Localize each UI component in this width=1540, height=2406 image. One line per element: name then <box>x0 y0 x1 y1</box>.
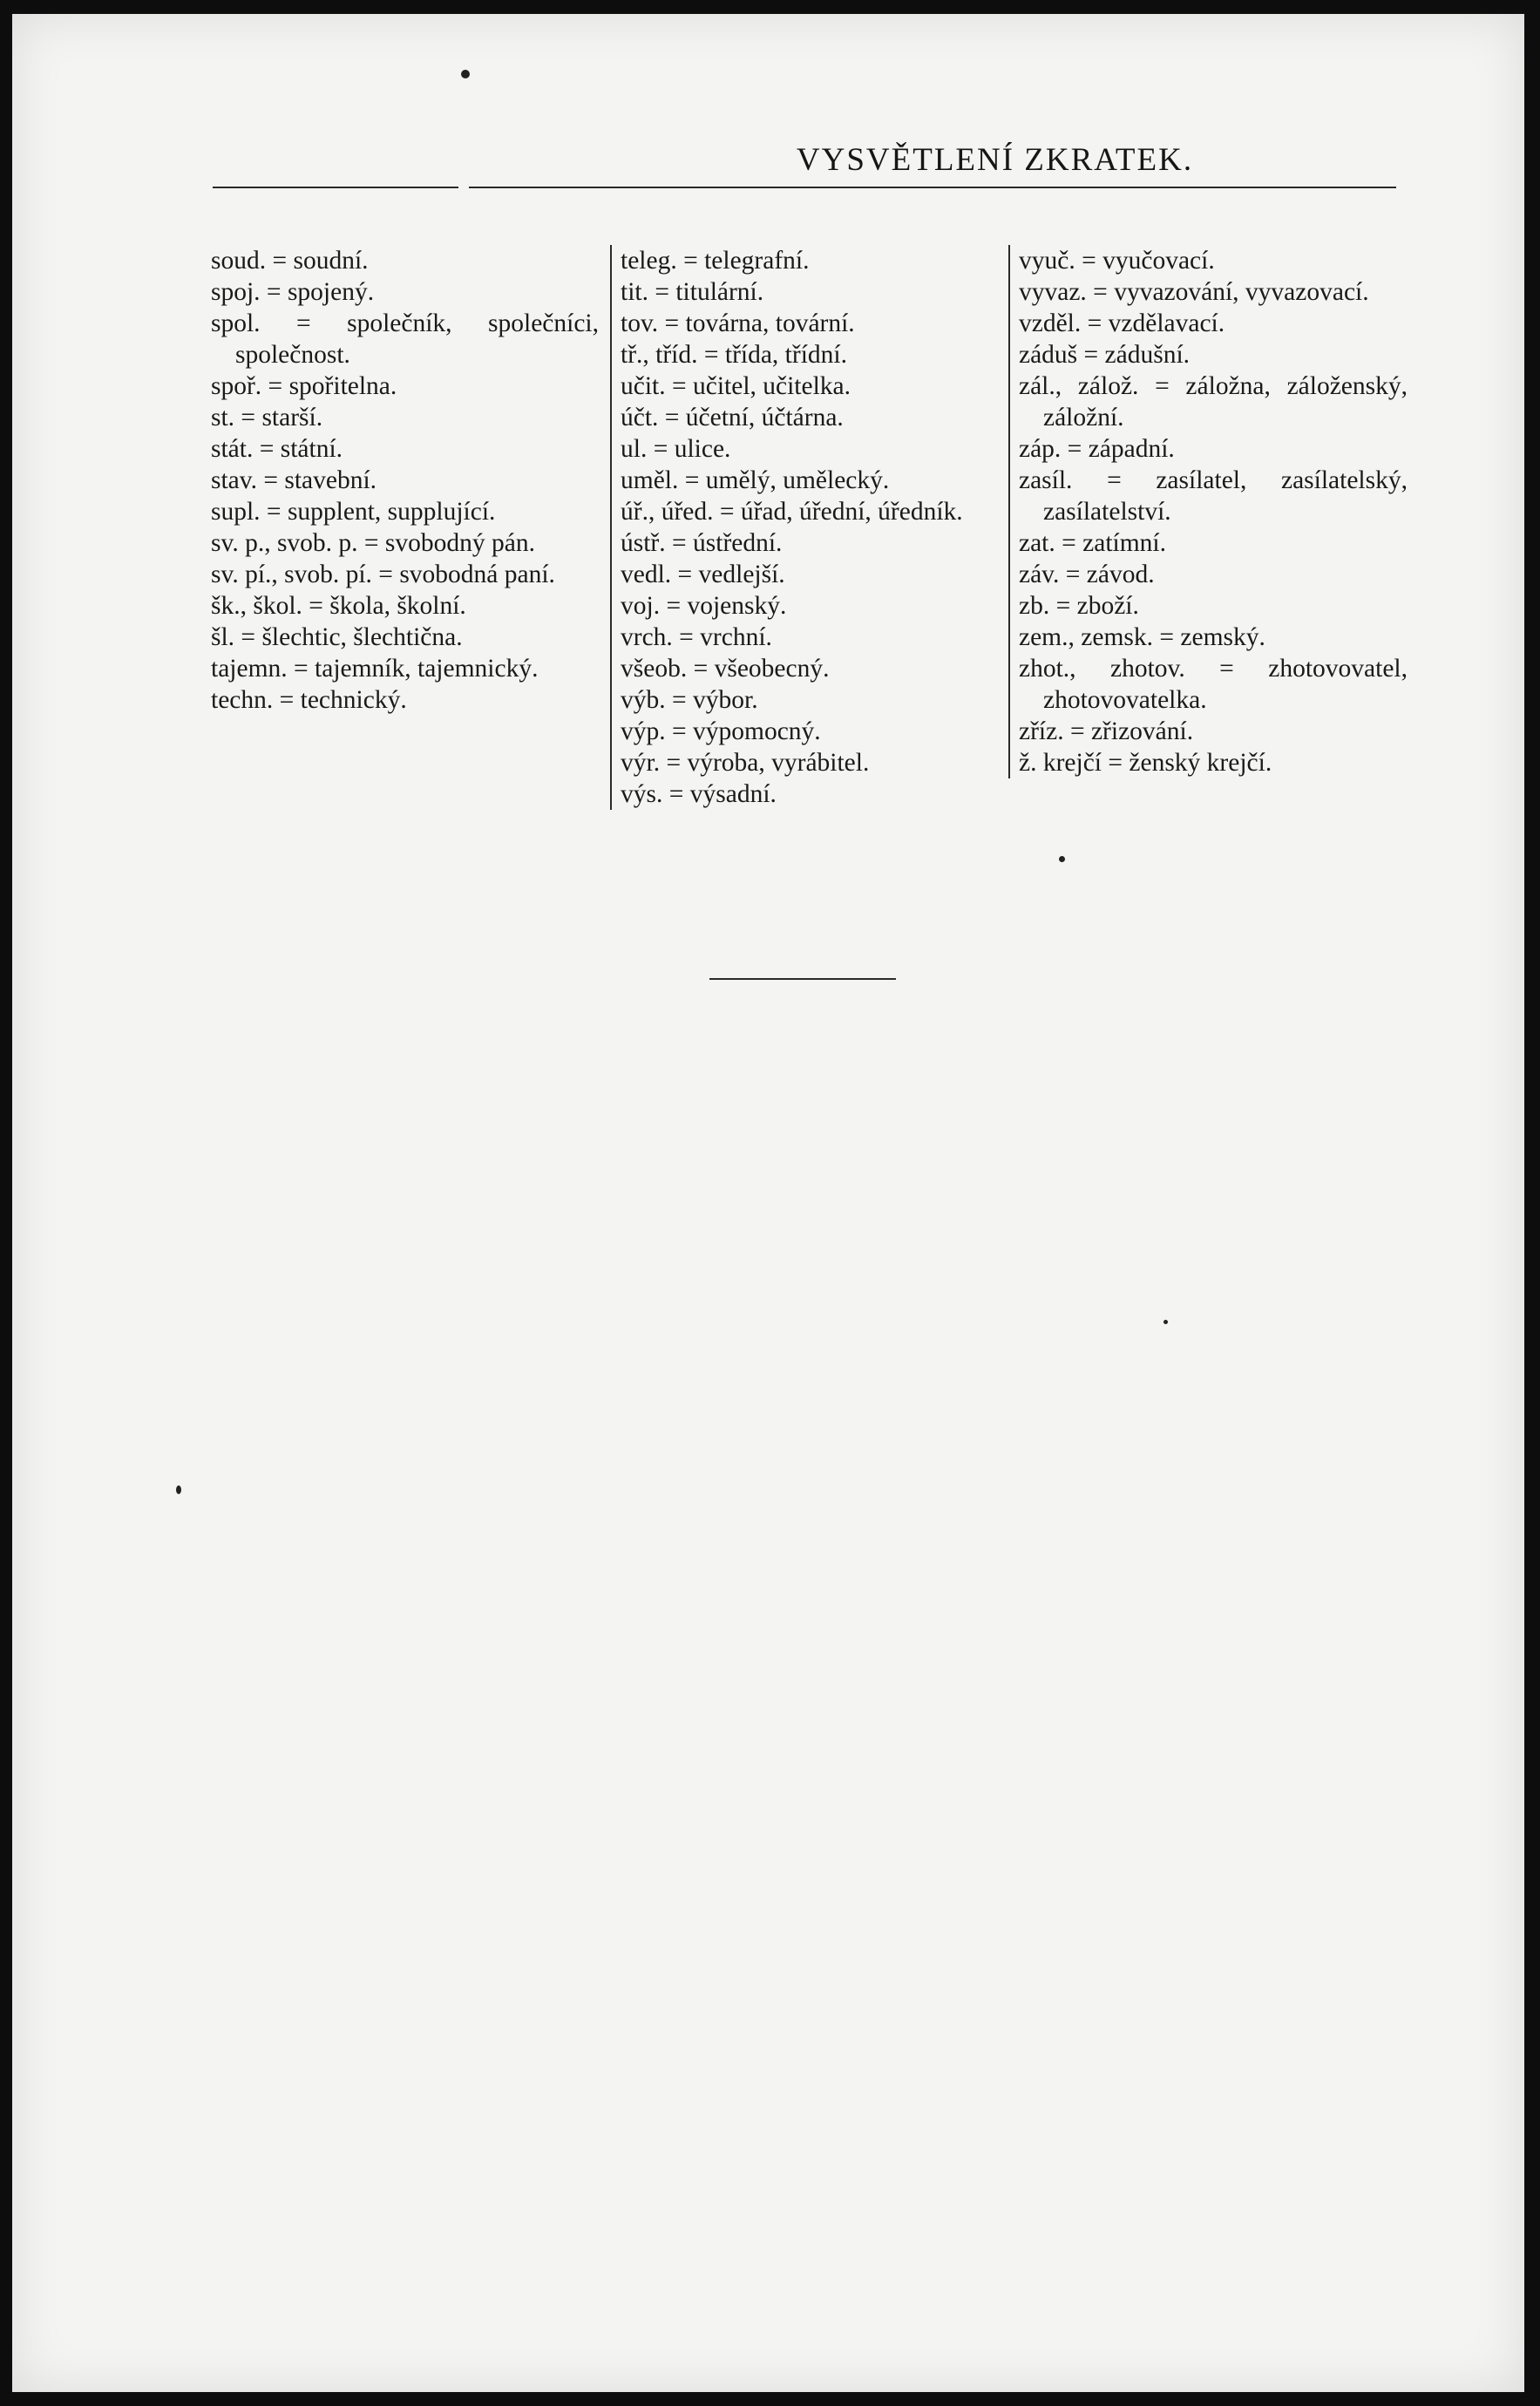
closing-rule <box>709 978 896 980</box>
abbreviation-entry: zál., zálož. = záložna, záloženský, záložní. <box>1019 372 1408 432</box>
abbreviation-entry: vyvaz. = vyvazování, vyvazovací. <box>1019 278 1369 306</box>
abbreviation-entry: výr. = výroba, vyrábitel. <box>621 749 870 777</box>
abbreviation-entry: úř., úřed. = úřad, úřední, úředník. <box>621 498 963 526</box>
abbreviation-entry: záduš = zádušní. <box>1019 341 1191 369</box>
abbreviation-entry: záv. = závod. <box>1019 561 1155 588</box>
print-speck <box>461 70 470 78</box>
abbreviation-entry: voj. = vojenský. <box>621 592 787 620</box>
print-speck <box>1059 856 1065 862</box>
abbreviation-entry: sv. p., svob. p. = svobodný pán. <box>211 529 536 557</box>
abbreviation-entry: zříz. = zřizování. <box>1019 717 1194 745</box>
abbreviation-entry: učit. = učitel, učitelka. <box>621 372 851 400</box>
abbreviation-entry: teleg. = telegrafní. <box>621 247 810 275</box>
abbreviation-entry: uměl. = umělý, umělecký. <box>621 466 890 494</box>
abbreviation-entry: soud. = soudní. <box>211 247 369 275</box>
page-title: VYSVĚTLENÍ ZKRATEK. <box>796 142 1194 178</box>
abbreviation-entry: spoř. = spořitelna. <box>211 372 397 400</box>
abbreviation-entry: stát. = státní. <box>211 435 343 463</box>
abbreviation-entry: výs. = výsadní. <box>621 780 777 808</box>
abbreviation-entry: zhot., zhotov. = zhotovovatel, zhotovovatelka. <box>1019 655 1408 714</box>
abbreviation-entry: vyuč. = vyučovací. <box>1019 247 1215 275</box>
abbreviation-entry: ul. = ulice. <box>621 435 731 463</box>
abbreviation-entry: zb. = zboží. <box>1019 592 1139 620</box>
abbreviation-entry: zasíl. = zasílatel, zasílatelský, zasílatelství. <box>1019 466 1408 526</box>
abbreviation-entry: šk., škol. = škola, školní. <box>211 592 466 620</box>
abbreviation-entry: tit. = titulární. <box>621 278 764 306</box>
abbreviation-entry: tajemn. = tajemník, tajemnický. <box>211 655 539 683</box>
abbreviation-entry: ústř. = ústřední. <box>621 529 783 557</box>
abbreviation-entry: spoj. = spojený. <box>211 278 375 306</box>
abbreviation-entry: vedl. = vedlejší. <box>621 561 785 588</box>
abbreviation-entry: techn. = technický. <box>211 686 407 714</box>
abbreviation-entry: zem., zemsk. = zemský. <box>1019 623 1265 651</box>
abbreviation-entry: spol. = společník, společníci, společnost. <box>211 309 599 369</box>
abbreviation-entry: stav. = stavební. <box>211 466 377 494</box>
abbreviation-entry: výp. = výpomocný. <box>621 717 821 745</box>
abbreviation-entry: vzděl. = vzdělavací. <box>1019 309 1225 337</box>
abbreviation-entry: tov. = továrna, tovární. <box>621 309 855 337</box>
column-1 <box>211 245 599 716</box>
header-rule-right <box>469 187 1396 188</box>
header-rule-left <box>213 187 458 188</box>
abbreviation-entry: vrch. = vrchní. <box>621 623 772 651</box>
column-3 <box>1008 245 1408 778</box>
abbreviation-entry: výb. = výbor. <box>621 686 758 714</box>
abbreviation-entry: tř., tříd. = třída, třídní. <box>621 341 847 369</box>
abbreviation-entry: účt. = účetní, účtárna. <box>621 404 844 432</box>
print-speck <box>176 1485 181 1494</box>
abbreviation-entry: šl. = šlechtic, šlechtična. <box>211 623 463 651</box>
abbreviation-entry: ž. krejčí = ženský krejčí. <box>1019 749 1272 777</box>
abbreviation-entry: záp. = západní. <box>1019 435 1175 463</box>
abbreviation-entry: st. = starší. <box>211 404 323 432</box>
column-2 <box>610 245 1008 810</box>
abbreviation-entry: zat. = zatímní. <box>1019 529 1166 557</box>
print-speck <box>1163 1320 1168 1324</box>
abbreviation-entry: sv. pí., svob. pí. = svobodná paní. <box>211 561 555 588</box>
abbreviation-entry: supl. = supplent, supplující. <box>211 498 496 526</box>
abbreviation-entry: všeob. = všeobecný. <box>621 655 830 683</box>
document-page <box>12 14 1524 2392</box>
